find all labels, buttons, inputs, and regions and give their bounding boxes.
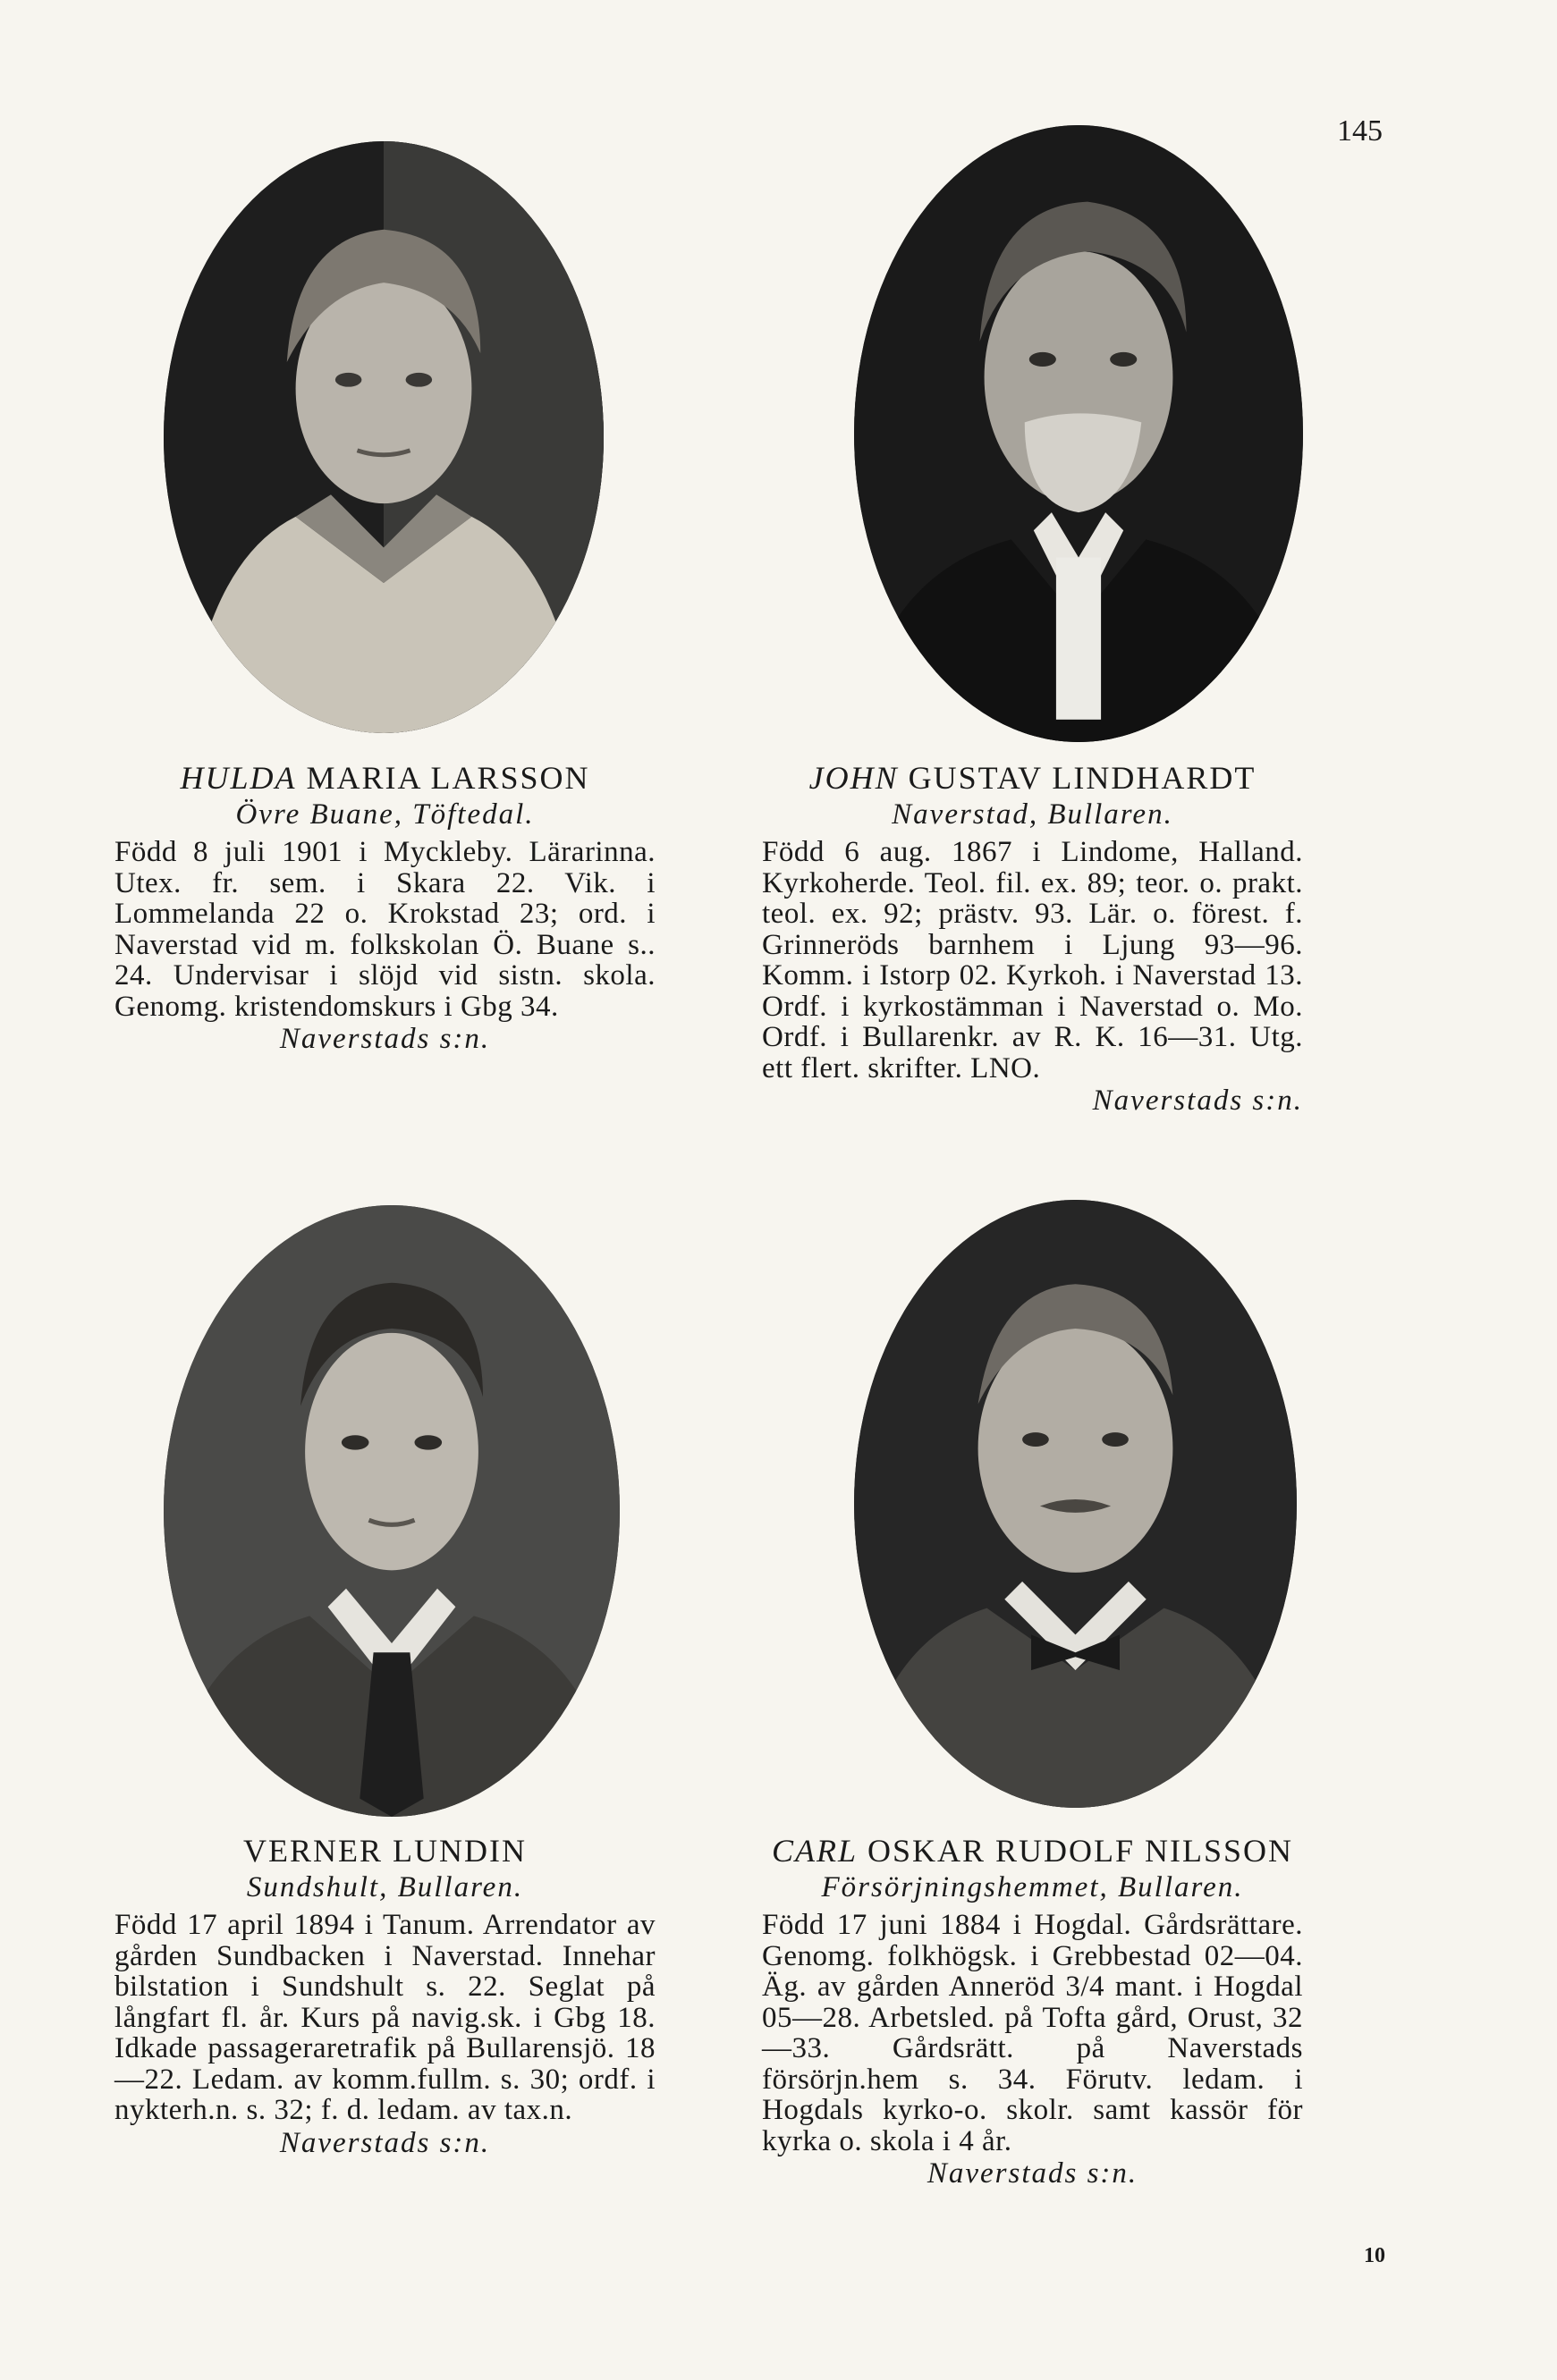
entry-bio: Född 17 juni 1884 i Hogdal. Gårdsrättare. Genomg. folkhögsk. i Grebbestad 02—04. Äg. av gården Anneröd 3/4 mant. i Hogdal 05—28. Arbetsled. på Tofta gård, Orust, 32—33. Gårdsrätt. på Naverstads försörjn.hem s. 34. Förutv. ledam. i Hogdals kyrko-o. skolr. samt kassör för kyrka o. skola i 4 år. [762,1909,1303,2157]
entry-place: Försörjningshemmet, Bullaren. [821,1871,1244,1903]
portrait-carl-nilsson [854,1200,1297,1808]
portrait-hulda-larsson [164,141,604,733]
name-rest: OSKAR RUDOLF NILSSON [867,1833,1294,1869]
entry-place: Naverstad, Bullaren. [892,798,1173,831]
entry-place: Övre Buane, Töftedal. [235,798,535,831]
entry-bio: Född 6 aug. 1867 i Lindome, Halland. Kyrkoherde. Teol. fil. ex. 89; teor. o. prakt. teol. ex. 92; prästv. 93. Lär. o. förest. f. Grinneröds barnhem i Ljung 93—96. Komm. i Istorp 02. Kyrkoh. i Naverstad 13. Ordf. i kyrkostämman i Naverstad o. Mo. Ordf. i Bullarenkr. av R. K. 16—31. Utg. ett flert. skrifter. LNO. [762,836,1303,1085]
name-rest: GUSTAV LINDHARDT [908,760,1257,796]
page-number-top: 145 [1337,114,1383,148]
entry-name [114,760,656,796]
portrait-verner-lundin [164,1205,620,1817]
page-number-bottom: 10 [1364,2244,1385,2267]
name-first: JOHN [808,760,899,796]
entry-parish: Naverstads s:n. [279,2126,491,2159]
entry-parish: Naverstads s:n. [1092,1085,1303,1117]
name-first: HULDA [180,760,297,796]
name-rest: VERNER LUNDIN [243,1833,527,1869]
name-first: CARL [771,1833,858,1869]
entry-name [762,1833,1303,1869]
entry-name [114,1833,656,1869]
entry-carl-nilsson [762,1833,1303,2190]
entry-bio: Född 8 juli 1901 i Myckleby. Lärarinna. Utex. fr. sem. i Skara 22. Vik. i Lommelanda 22 o. Krokstad 23; ord. i Naverstad vid m. folkskolan Ö. Buane s.. 24. Undervisar i slöjd vid sistn. skola. Genomg. kristendomskurs i Gbg 34. [114,836,656,1023]
entry-parish: Naverstads s:n. [927,2157,1138,2190]
entry-bio: Född 17 april 1894 i Tanum. Arrendator av gården Sundbacken i Naverstad. Innehar bilstation i Sundshult s. 22. Seglat på långfart fl. år. Kurs på navig.sk. i Gbg 18. Idkade passageraretrafik på Bullarensjö. 18—22. Ledam. av komm.fullm. s. 30; ordf. i nykterh.n. s. 32; f. d. ledam. av tax.n. [114,1909,656,2126]
entry-parish: Naverstads s:n. [279,1023,491,1055]
entry-john-lindhardt [762,760,1303,1118]
name-rest: MARIA LARSSON [306,760,590,796]
entry-verner-lundin [114,1833,656,2160]
entry-hulda-larsson [114,760,656,1056]
portrait-john-lindhardt [854,125,1303,742]
entry-name [762,760,1303,796]
entry-place: Sundshult, Bullaren. [246,1871,524,1903]
